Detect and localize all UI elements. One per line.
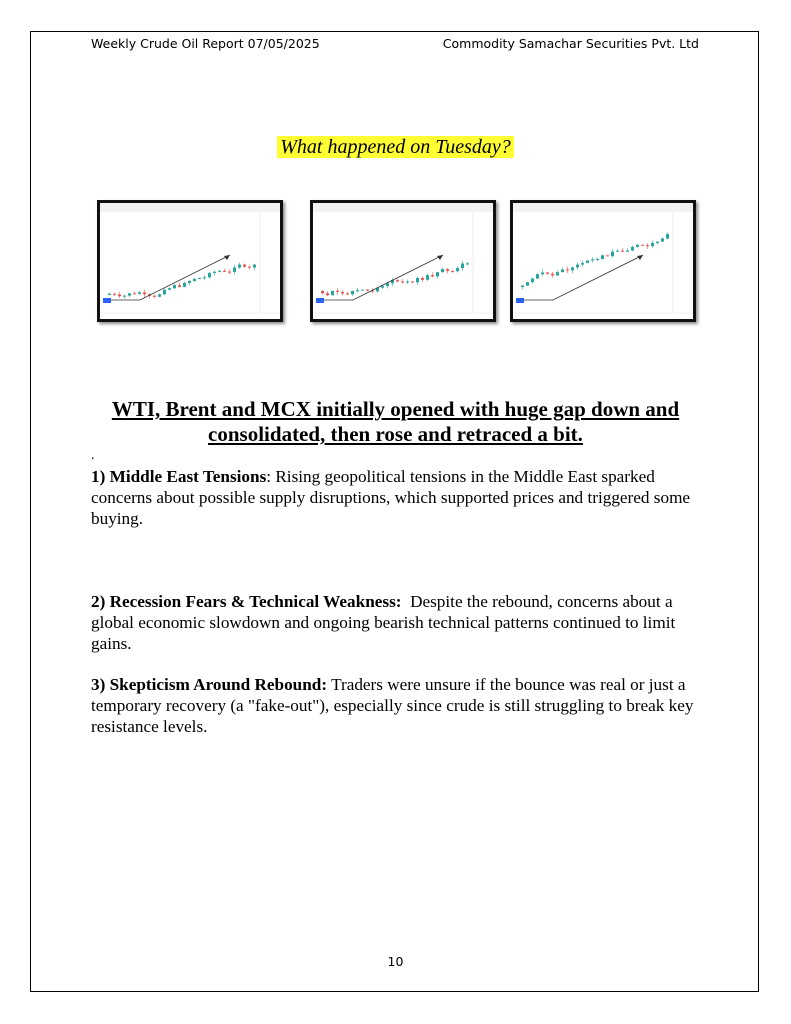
candle-body xyxy=(601,255,604,259)
candle-body xyxy=(108,294,111,295)
candle-body xyxy=(606,255,609,256)
candle-body xyxy=(556,272,559,275)
logo-mark xyxy=(316,298,324,303)
candle-body xyxy=(426,275,429,280)
wti-chart-image xyxy=(97,200,283,322)
candle-body xyxy=(581,263,584,265)
candle-body xyxy=(351,291,354,294)
candle-body xyxy=(208,273,211,277)
candle-body xyxy=(203,277,206,278)
candle-body xyxy=(143,292,146,294)
header-report-title: Weekly Crude Oil Report 07/05/2025 xyxy=(91,36,320,51)
candle-body xyxy=(118,294,121,296)
candle-body xyxy=(656,242,659,243)
candle-body xyxy=(228,272,231,273)
logo-mark xyxy=(103,298,111,303)
candle-body xyxy=(541,272,544,274)
candle-body xyxy=(461,264,464,269)
candle-body xyxy=(451,271,454,272)
candle-body xyxy=(401,281,404,282)
point-body: Traders were unsure if the bounce was real or just a temporary recovery (a "fake-out"), especially since crude is still struggling to break key resistance levels. xyxy=(91,675,694,736)
candle-body xyxy=(441,269,444,272)
candle-body xyxy=(456,268,459,271)
section-title-text: What happened on Tuesday? xyxy=(277,136,514,158)
candle-body xyxy=(431,275,434,276)
candle-body xyxy=(173,285,176,288)
toolbar-strip xyxy=(513,203,693,212)
candle-body xyxy=(466,263,469,264)
candle-body xyxy=(183,283,186,287)
candle-body xyxy=(596,259,599,260)
brent-chart-image xyxy=(310,200,496,322)
candle-body xyxy=(361,290,364,291)
candle-body xyxy=(416,278,419,282)
candle-body xyxy=(576,265,579,268)
candle-body xyxy=(123,296,126,297)
header-company-name: Commodity Samachar Securities Pvt. Ltd xyxy=(442,36,699,51)
section-title xyxy=(0,136,791,159)
candle-body xyxy=(133,293,136,294)
candle-body xyxy=(661,239,664,242)
candle-body xyxy=(248,267,251,268)
candle-body xyxy=(178,285,181,287)
point-title: 1) Middle East Tensions xyxy=(91,467,267,486)
candle-body xyxy=(651,243,654,246)
candle-body xyxy=(561,270,564,273)
candle-body xyxy=(163,290,166,295)
candle-body xyxy=(233,267,236,271)
candle-body xyxy=(128,293,131,295)
candle-body xyxy=(188,281,191,283)
trend-arrow-line xyxy=(318,255,443,300)
candle-body xyxy=(238,265,241,268)
candle-body xyxy=(586,260,589,262)
candle-body xyxy=(213,272,216,273)
point-middle-east-tensions: 1) Middle East Tensions: Rising geopolitical tensions in the Middle East sparked concerns about possible supply disruptions, which supported prices and triggered some buying. xyxy=(91,467,691,528)
point-recession-fears xyxy=(91,591,703,654)
candle-body xyxy=(158,294,161,296)
candle-body xyxy=(406,281,409,282)
candle-body xyxy=(366,290,369,291)
candle-body xyxy=(631,247,634,251)
candle-body xyxy=(621,251,624,252)
candle-body xyxy=(546,272,549,273)
point-title: 3) Skepticism Around Rebound: xyxy=(91,675,328,694)
mcx-chart-image xyxy=(510,200,696,322)
candle-body xyxy=(346,293,349,294)
candle-body xyxy=(321,291,324,293)
candle-body xyxy=(526,282,529,286)
candle-body xyxy=(666,234,669,238)
candle-body xyxy=(218,271,221,272)
candle-body xyxy=(331,291,334,295)
candle-body xyxy=(636,245,639,247)
candle-body xyxy=(113,294,116,295)
candle-body xyxy=(571,267,574,270)
candle-body xyxy=(641,245,644,246)
candle-body xyxy=(591,259,594,260)
headline: WTI, Brent and MCX initially opened with huge gap down and consolidated, then rose and retraced a bit. xyxy=(111,397,680,446)
point-body: Rising geopolitical tensions in the Middle East sparked concerns about possible supply disruptions, which supported prices and triggered some buying. xyxy=(91,467,691,528)
point-title: 2) Recession Fears & Technical Weakness: xyxy=(91,592,402,611)
stray-dot: . xyxy=(91,448,95,463)
trend-arrow-line xyxy=(105,255,230,300)
candle-body xyxy=(341,292,344,293)
candle-body xyxy=(646,245,649,246)
toolbar-strip xyxy=(313,203,493,212)
candle-body xyxy=(326,293,329,295)
candle-body xyxy=(381,286,384,288)
candle-body xyxy=(536,274,539,278)
candle-body xyxy=(616,251,619,252)
candle-body xyxy=(566,270,569,271)
candle-body xyxy=(551,274,554,276)
candle-body xyxy=(243,265,246,267)
candle-body xyxy=(446,269,449,271)
page-number: 10 xyxy=(387,954,404,969)
point-skepticism xyxy=(91,674,703,737)
logo-mark xyxy=(516,298,524,303)
candle-body xyxy=(611,252,614,256)
candle-body xyxy=(396,280,399,281)
candle-body xyxy=(193,279,196,281)
candle-body xyxy=(626,251,629,252)
candle-body xyxy=(356,290,359,291)
point-body: Despite the rebound, concerns about a global economic slowdown and ongoing bearish technical patterns continued to limit gains. xyxy=(91,592,676,653)
candle-body xyxy=(168,288,171,290)
toolbar-strip xyxy=(100,203,280,212)
candle-body xyxy=(531,279,534,283)
candle-body xyxy=(138,292,141,294)
candle-body xyxy=(198,278,201,279)
candle-body xyxy=(411,281,414,282)
candle-body xyxy=(336,291,339,292)
candle-body xyxy=(521,286,524,287)
candle-body xyxy=(223,271,226,272)
candle-body xyxy=(421,278,424,280)
candle-body xyxy=(253,265,256,268)
candle-body xyxy=(153,296,156,297)
candle-body xyxy=(436,272,439,276)
